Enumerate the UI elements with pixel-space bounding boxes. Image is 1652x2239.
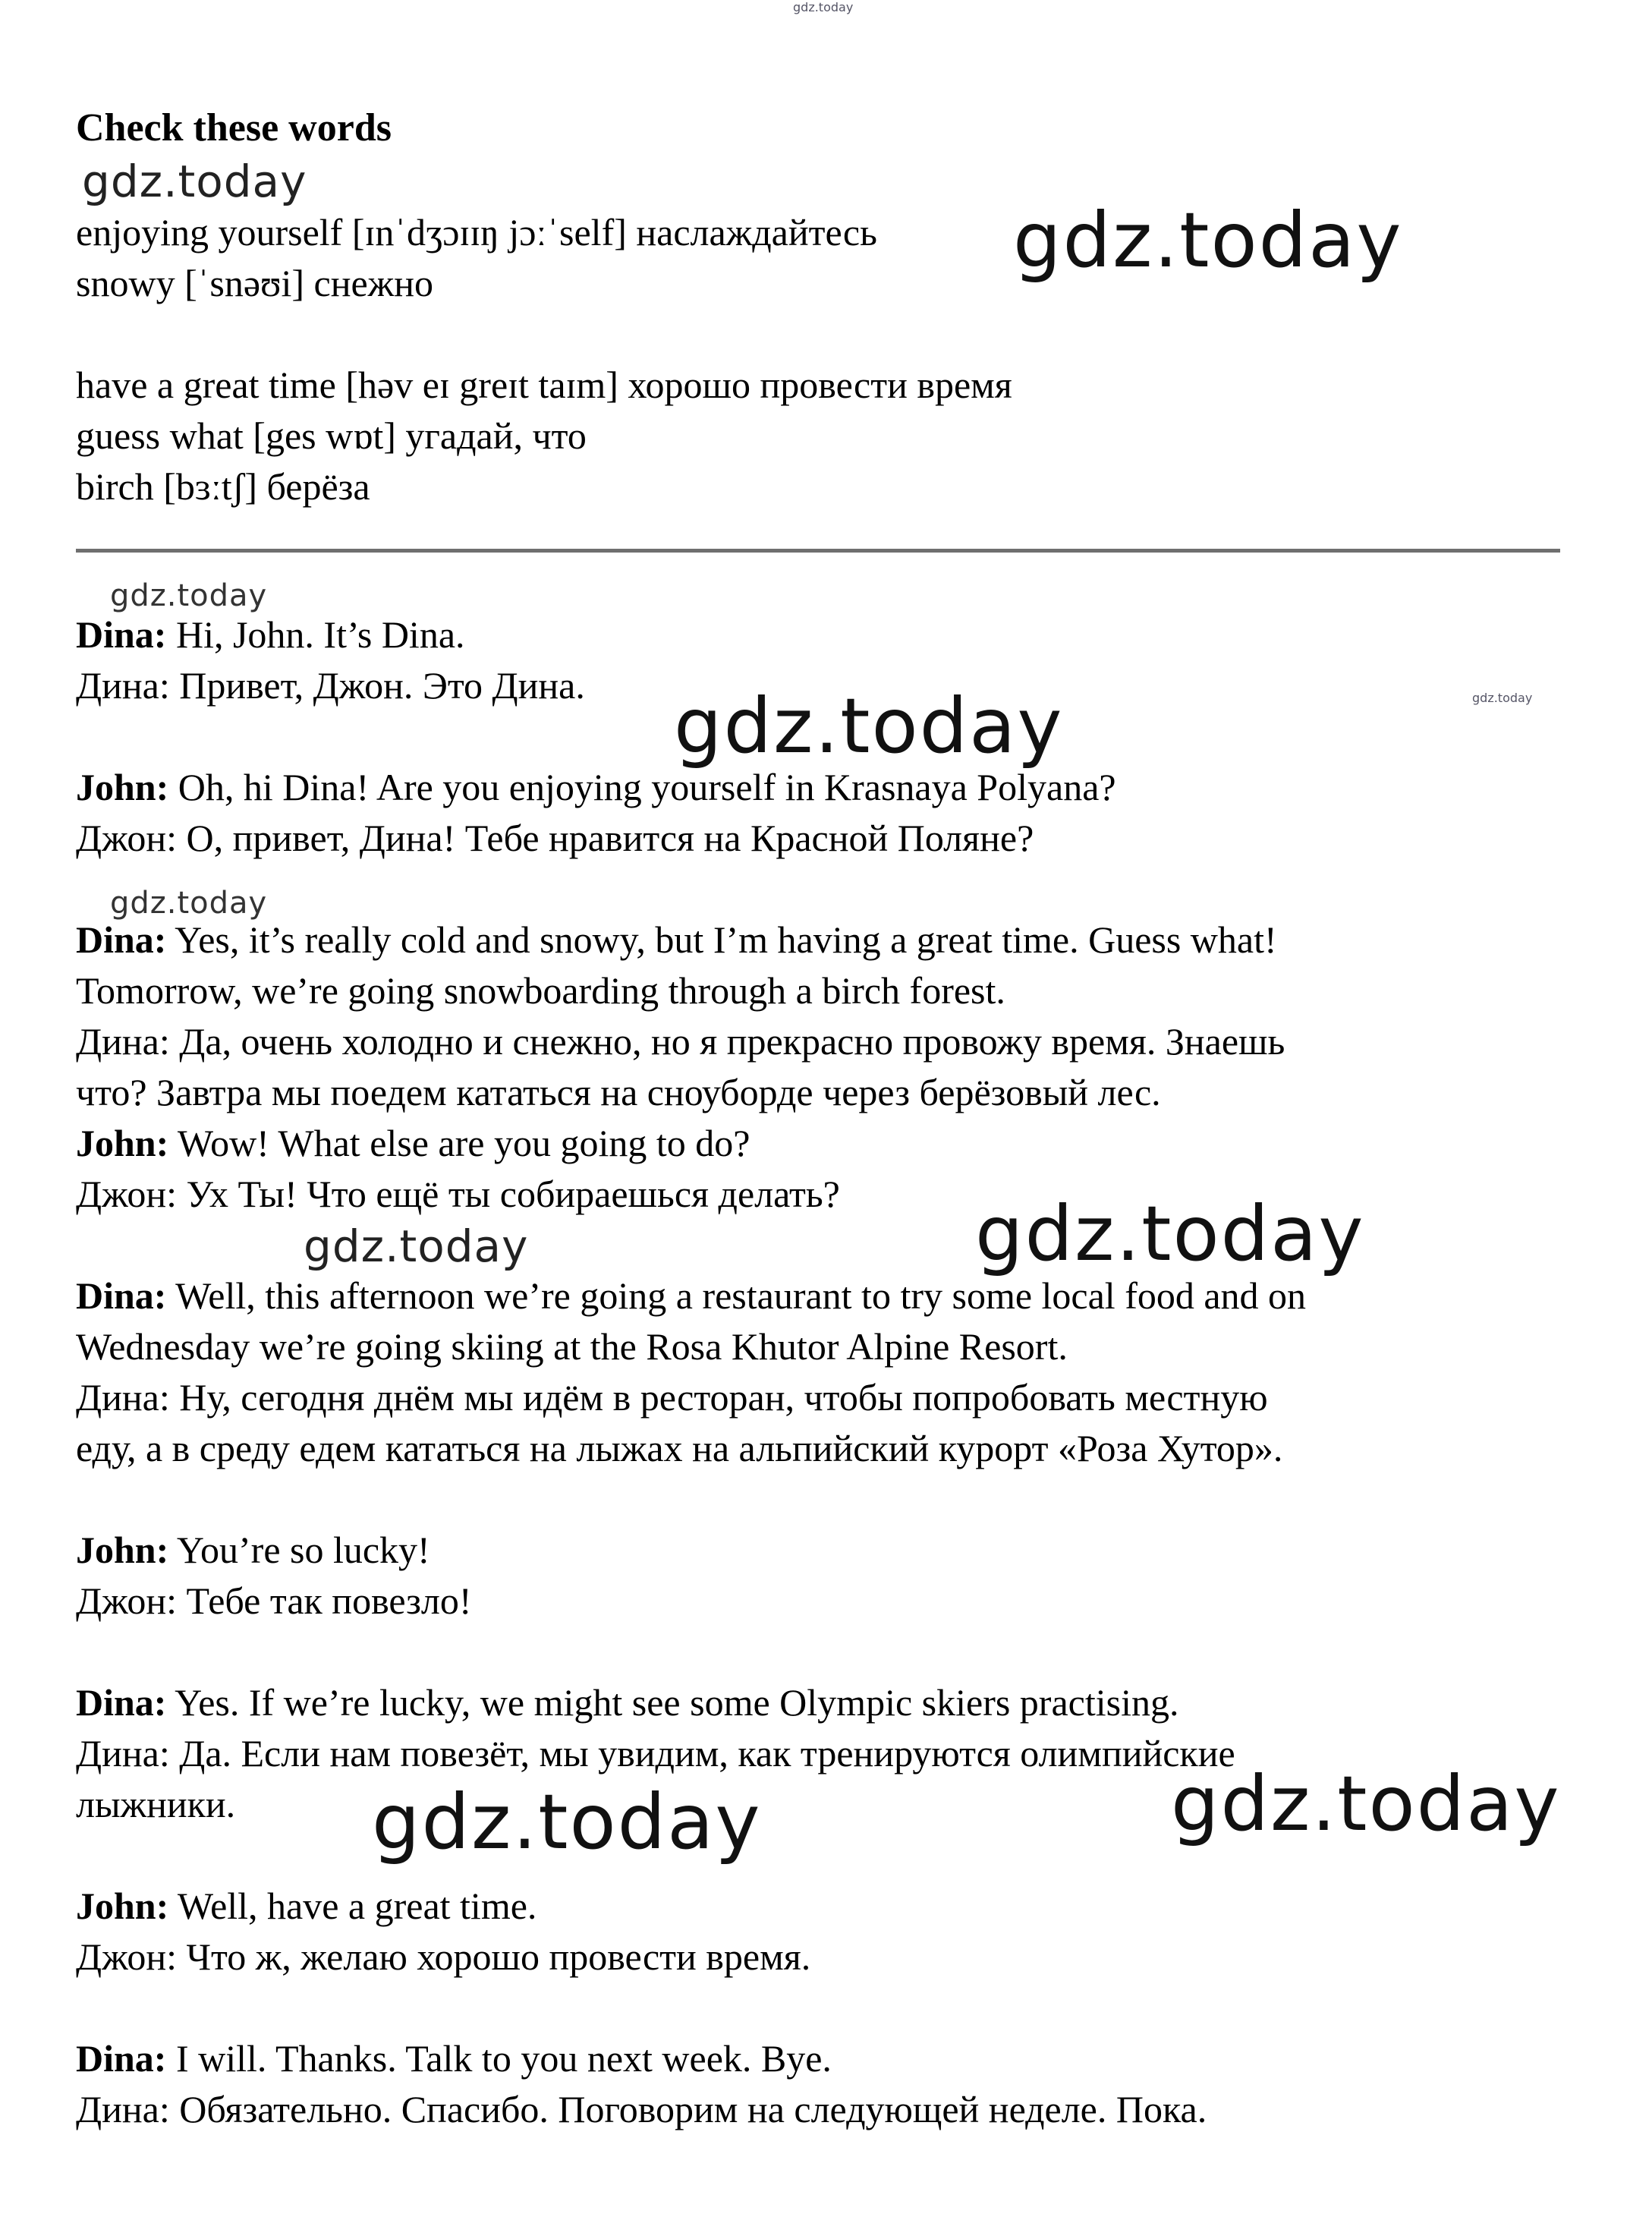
dialogue-ru-line: лыжники. [76,1783,236,1825]
watermark: gdz.today [304,1220,529,1272]
dialogue-en-line [76,1118,750,1168]
speaker-label: John: [76,1122,169,1164]
watermark: gdz.today [1013,196,1403,285]
section-divider [76,549,1560,553]
vocab-item: enjoying yourself [ɪnˈdʒɔɪɪŋ jɔːˈself] наслаждайтесь [76,211,877,254]
english-text: Yes. If we’re lucky, we might see some Olympic skiers practising. [175,1681,1179,1724]
dialogue-en-line [76,1677,1178,1727]
english-text: Well, have a great time. [177,1885,537,1927]
speaker-label: Dina: [76,1681,167,1724]
dialogue-en-line [76,1525,430,1575]
watermark: gdz.today [674,682,1064,770]
dialogue-en-line: Wednesday we’re going skiing at the Rosa Khutor Alpine Resort. [76,1325,1068,1368]
english-text: Well, this afternoon we’re going a restaurant to try some local food and on [175,1274,1307,1317]
watermark: gdz.today [793,0,854,14]
watermark: gdz.today [82,156,307,207]
watermark: gdz.today [372,1778,762,1866]
english-text: You’re so lucky! [176,1529,430,1571]
dialogue-ru-line: что? Завтра мы поедем кататься на сноуборде через берёзовый лес. [76,1071,1161,1113]
dialogue-ru-line: Дина: Да. Если нам повезёт, мы увидим, как тренируются олимпийские [76,1732,1235,1775]
dialogue-en-line [76,915,1277,965]
speaker-label: Dina: [76,1274,167,1317]
speaker-label: John: [76,1885,169,1927]
english-text: Wow! What else are you going to do? [177,1122,750,1164]
english-text: Yes, it’s really cold and snowy, but I’m having a great time. Guess what! [175,918,1277,961]
dialogue-ru-line: Джон: О, привет, Дина! Тебе нравится на Красной Поляне? [76,817,1034,859]
dialogue-en-line [76,1881,537,1931]
english-text: I will. Thanks. Talk to you next week. Bye. [175,2037,832,2080]
vocab-item: have a great time [həv eɪ greɪt taɪm] хорошо провести время [76,364,1012,406]
vocabulary-heading: Check these words [76,106,392,150]
dialogue-ru-line: Дина: Да, очень холодно и снежно, но я прекрасно провожу время. Знаешь [76,1020,1285,1063]
watermark: gdz.today [1171,1759,1561,1848]
dialogue-en-line: Tomorrow, we’re going snowboarding through a birch forest. [76,969,1005,1012]
speaker-label: Dina: [76,918,167,961]
vocab-item: guess what [ges wɒt] угадай, что [76,414,587,457]
watermark: gdz.today [1472,691,1533,705]
vocab-item: birch [bɜːtʃ] берёза [76,465,370,508]
vocab-item: snowy [ˈsnəʊi] снежно [76,262,433,304]
dialogue-ru-line: Джон: Тебе так повезло! [76,1579,472,1622]
english-text: Hi, John. It’s Dina. [175,613,465,656]
dialogue-en-line [76,609,465,660]
speaker-label: Dina: [76,2037,167,2080]
dialogue-ru-line: Дина: Ну, сегодня днём мы идём в ресторан, чтобы попробовать местную [76,1376,1268,1419]
watermark: gdz.today [110,578,268,613]
dialogue-ru-line: Дина: Обязательно. Спасибо. Поговорим на следующей неделе. Пока. [76,2088,1207,2130]
dialogue-ru-line: еду, а в среду едем кататься на лыжах на альпийский курорт «Роза Хутор». [76,1427,1283,1469]
watermark: gdz.today [975,1189,1365,1278]
dialogue-ru-line: Джон: Что ж, желаю хорошо провести время. [76,1935,811,1978]
watermark: gdz.today [110,886,268,921]
speaker-label: John: [76,1529,169,1571]
speaker-label: Dina: [76,613,167,656]
english-text: Oh, hi Dina! Are you enjoying yourself in Krasnaya Polyana? [178,766,1116,808]
speaker-label: John: [76,766,169,808]
dialogue-ru-line: Дина: Привет, Джон. Это Дина. [76,664,585,707]
dialogue-en-line [76,2033,832,2083]
dialogue-ru-line: Джон: Ух Ты! Что ещё ты собираешься делать? [76,1173,840,1215]
